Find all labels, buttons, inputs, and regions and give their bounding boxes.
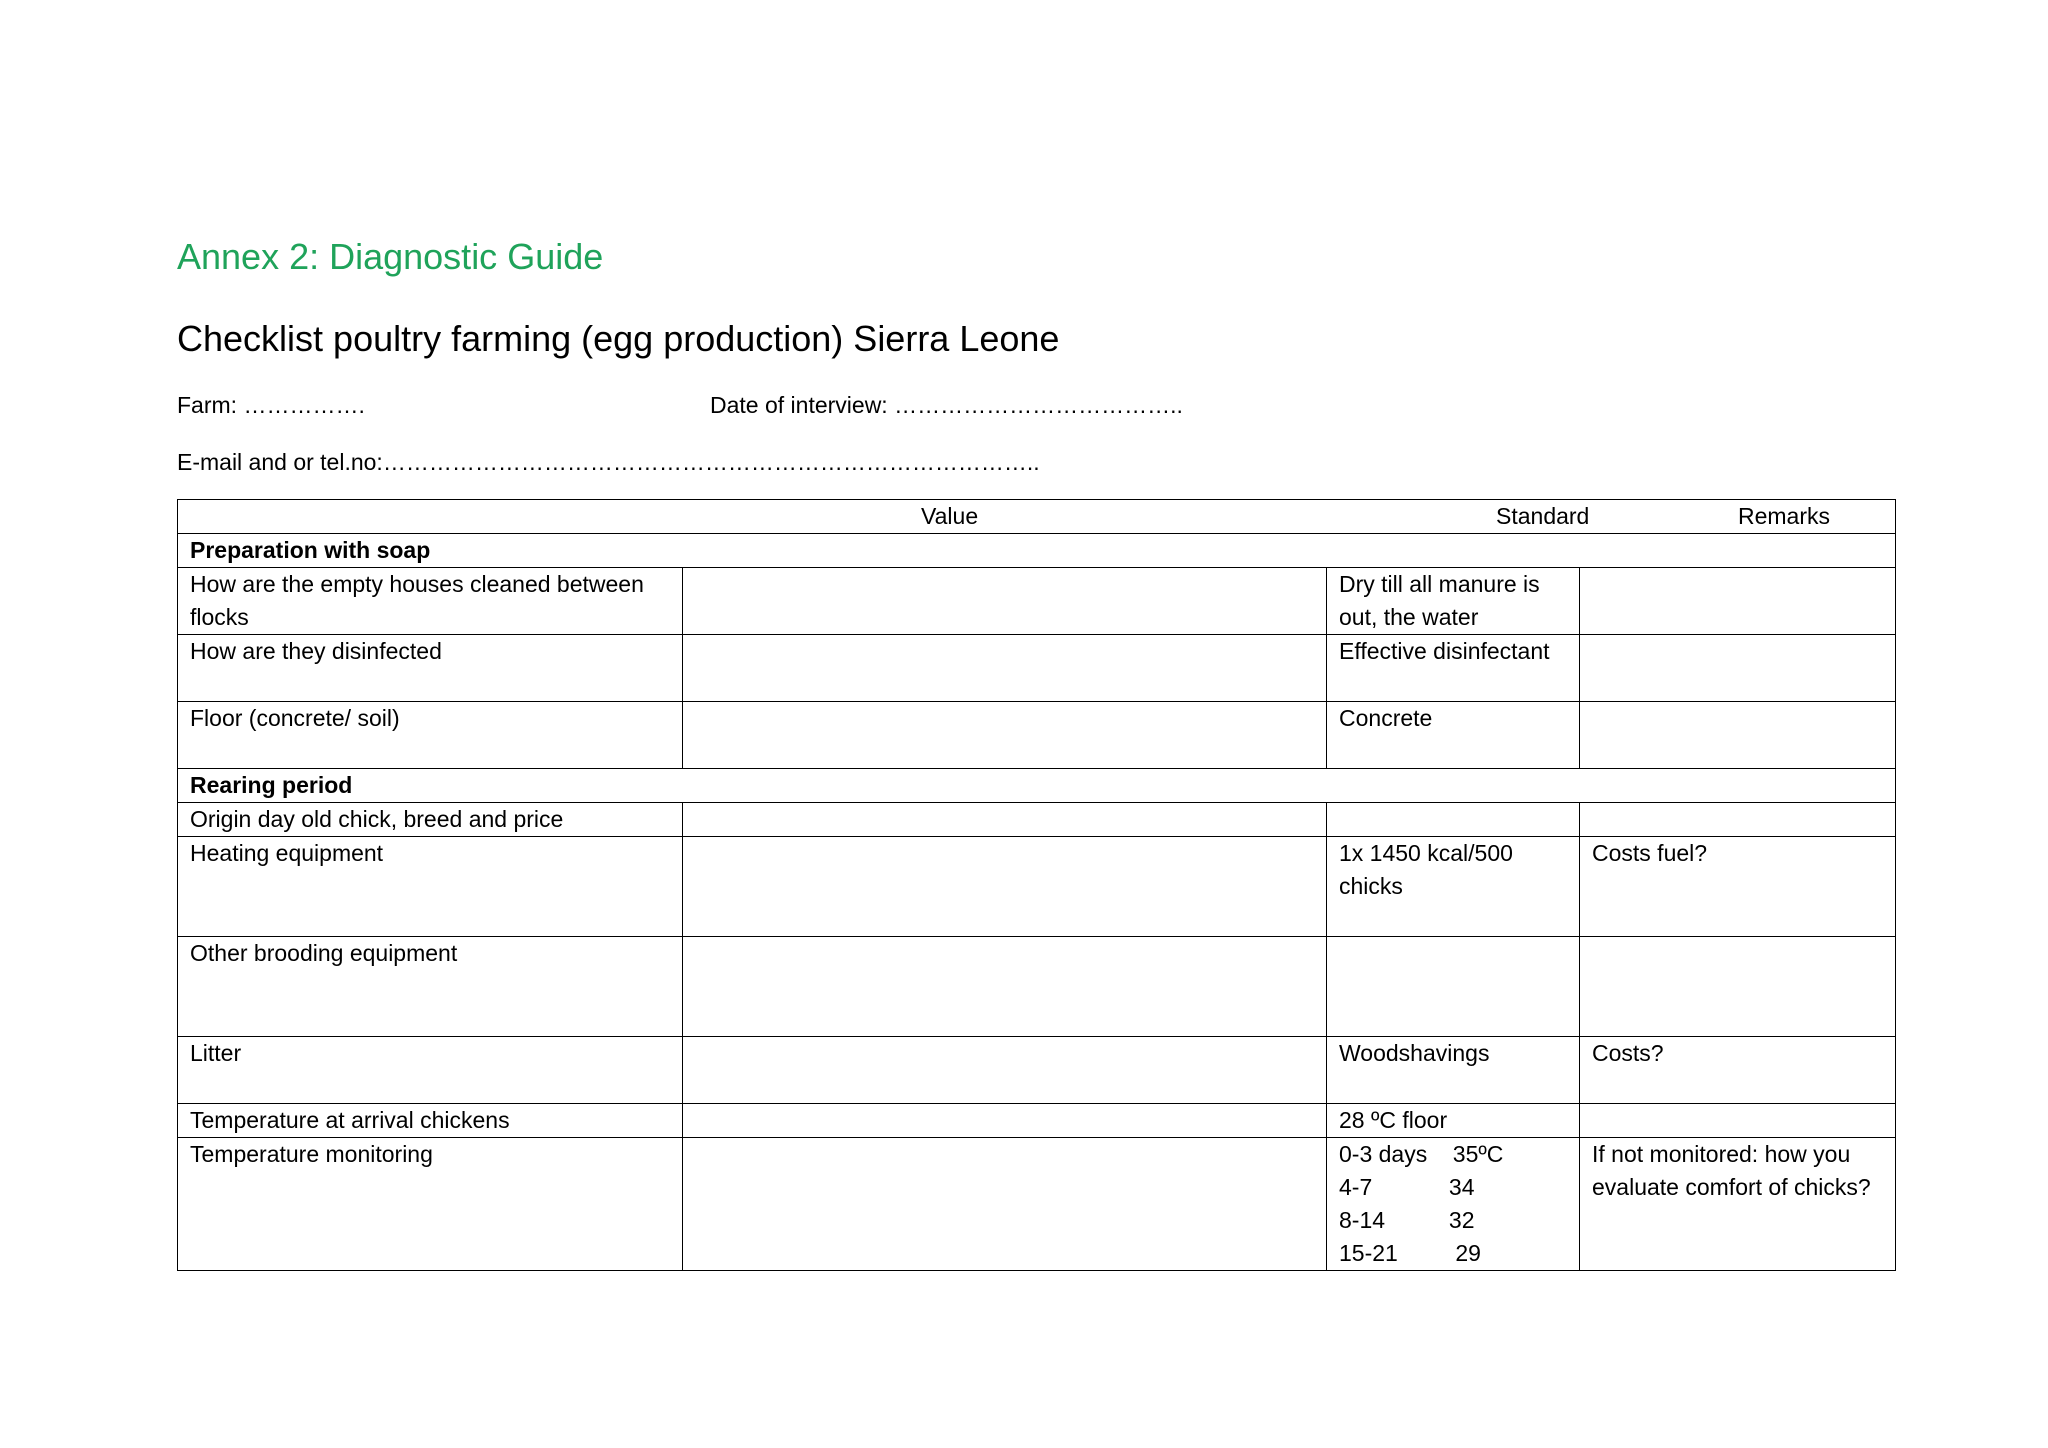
section-row-preparation [178,534,1896,568]
standard-cell: Concrete [1327,702,1580,769]
annex-title: Annex 2: Diagnostic Guide [177,236,604,277]
value-cell[interactable] [683,568,1327,635]
table-row [178,1104,1896,1138]
value-cell[interactable] [683,1138,1327,1271]
value-cell[interactable] [683,635,1327,702]
value-cell[interactable] [683,1104,1327,1138]
checklist-table [177,499,1896,1271]
section-heading: Rearing period [178,769,1896,803]
checklist-title: Checklist poultry farming (egg production) Sierra Leone [177,318,1060,359]
table-row [178,635,1896,702]
remarks-cell[interactable]: Costs? [1580,1037,1896,1104]
remarks-cell[interactable] [1580,635,1896,702]
header-remarks: Remarks [1738,503,1831,529]
remarks-cell[interactable] [1580,803,1896,837]
value-cell[interactable] [683,1037,1327,1104]
remarks-cell[interactable] [1580,937,1896,1037]
standard-cell: 1x 1450 kcal/500 chicks [1327,837,1580,937]
item-cell: Floor (concrete/ soil) [178,702,683,769]
farm-field: Farm: ……………. [177,392,365,418]
standard-cell [1327,937,1580,1037]
section-row-rearing [178,769,1896,803]
table-row [178,1037,1896,1104]
remarks-cell[interactable] [1580,568,1896,635]
item-cell: How are the empty houses cleaned between flocks [178,568,683,635]
item-cell: How are they disinfected [178,635,683,702]
header-standard: Standard [1496,503,1590,529]
table-row [178,568,1896,635]
item-cell: Temperature monitoring [178,1138,683,1271]
remarks-cell[interactable] [1580,702,1896,769]
table-row [178,1138,1896,1271]
standard-cell: Woodshavings [1327,1037,1580,1104]
header-cell [178,500,1896,534]
item-cell: Other brooding equipment [178,937,683,1037]
table-row [178,837,1896,937]
standard-cell: 0-3 days 35ºC 4-7 34 8-14 32 15-21 29 [1327,1138,1580,1271]
table-row [178,937,1896,1037]
remarks-cell[interactable]: Costs fuel? [1580,837,1896,937]
value-cell[interactable] [683,937,1327,1037]
section-heading: Preparation with soap [178,534,1896,568]
value-cell[interactable] [683,702,1327,769]
table-row [178,803,1896,837]
remarks-cell[interactable] [1580,1104,1896,1138]
standard-cell: 28 ºC floor [1327,1104,1580,1138]
table-row [178,702,1896,769]
contact-field: E-mail and or tel.no:………………………………………………………………………….. [177,449,1040,475]
item-cell: Temperature at arrival chickens [178,1104,683,1138]
item-cell: Origin day old chick, breed and price [178,803,683,837]
remarks-cell[interactable]: If not monitored: how you evaluate comfort of chicks? [1580,1138,1896,1271]
value-cell[interactable] [683,837,1327,937]
date-of-interview-field: Date of interview: ……………………………….. [710,392,1183,418]
header-value: Value [921,503,979,529]
standard-cell [1327,803,1580,837]
standard-cell: Dry till all manure is out, the water [1327,568,1580,635]
table-header-row [178,500,1896,534]
item-cell: Litter [178,1037,683,1104]
item-cell: Heating equipment [178,837,683,937]
value-cell[interactable] [683,803,1327,837]
standard-cell: Effective disinfectant [1327,635,1580,702]
